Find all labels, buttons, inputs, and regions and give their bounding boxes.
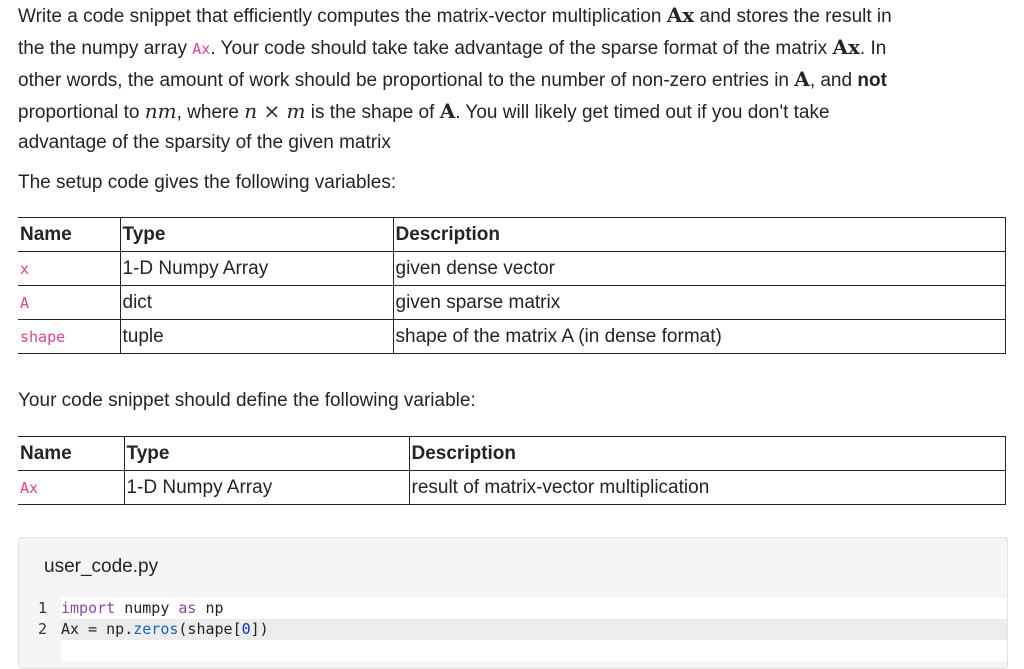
var-type: 1-D Numpy Array: [124, 471, 409, 505]
header-name: Name: [18, 437, 124, 471]
prompt-line-5: advantage of the sparsity of the given matrix: [18, 132, 391, 153]
code-filename: user_code.py: [44, 556, 159, 577]
code-line[interactable]: [19, 598, 1007, 619]
var-type: 1-D Numpy Array: [120, 252, 393, 286]
var-description: result of matrix-vector multiplication: [409, 471, 1006, 505]
code-line-empty[interactable]: [19, 640, 1007, 661]
var-name: x: [18, 252, 120, 286]
code-editor[interactable]: [19, 598, 1007, 661]
table-header-row: [18, 437, 1006, 471]
table-header-row: [18, 218, 1006, 252]
header-name: Name: [18, 218, 120, 252]
define-variables-table: [18, 436, 1006, 505]
var-description: given dense vector: [393, 252, 1006, 286]
prompt-line-4: proportional to nm, where n × m is the shape of A. You will likely get timed out if you don't take: [18, 99, 830, 123]
math-Ax: Ax: [666, 3, 695, 27]
var-description: given sparse matrix: [393, 286, 1006, 320]
code-line-text[interactable]: import numpy as np: [61, 599, 224, 617]
header-description: Description: [393, 218, 1006, 252]
code-Ax: Ax: [192, 40, 211, 58]
code-line-text[interactable]: Ax = np.zeros(shape[0]): [61, 620, 269, 638]
table-row: [18, 252, 1006, 286]
var-name: A: [18, 286, 120, 320]
bold-not: not: [857, 70, 887, 91]
math-nm: nm: [144, 99, 177, 123]
math-A: A: [439, 99, 456, 123]
math-Ax: Ax: [832, 35, 860, 59]
table-row: [18, 286, 1006, 320]
setup-description: The setup code gives the following variables:: [18, 172, 397, 193]
line-number: 1: [19, 598, 61, 619]
var-name: Ax: [18, 471, 124, 505]
code-line-active[interactable]: [19, 619, 1007, 640]
line-number: [19, 640, 61, 661]
table-row: [18, 471, 1006, 505]
setup-variables-table: [18, 217, 1006, 354]
question-content: [18, 0, 1006, 638]
var-type: tuple: [120, 320, 393, 354]
table-row: [18, 320, 1006, 354]
header-type: Type: [124, 437, 409, 471]
header-type: Type: [120, 218, 393, 252]
prompt-line-1: Write a code snippet that efficiently computes the matrix-vector multiplication Ax and stores the result in: [18, 3, 892, 27]
var-type: dict: [120, 286, 393, 320]
var-name: shape: [18, 320, 120, 354]
math-A: A: [794, 67, 810, 91]
define-description: Your code snippet should define the following variable:: [18, 390, 476, 411]
var-description: shape of the matrix A (in dense format): [393, 320, 1006, 354]
math-n-times-m: n × m: [244, 99, 306, 123]
line-number: 2: [19, 619, 61, 640]
code-editor-card: [18, 537, 1008, 669]
prompt-text: [18, 0, 1006, 158]
prompt-line-2: the the numpy array Ax. Your code should take take advantage of the sparse format of the matrix Ax. In: [18, 35, 887, 59]
header-description: Description: [409, 437, 1006, 471]
prompt-line-3: other words, the amount of work should be proportional to the number of non-zero entries in A, and not: [18, 67, 887, 91]
